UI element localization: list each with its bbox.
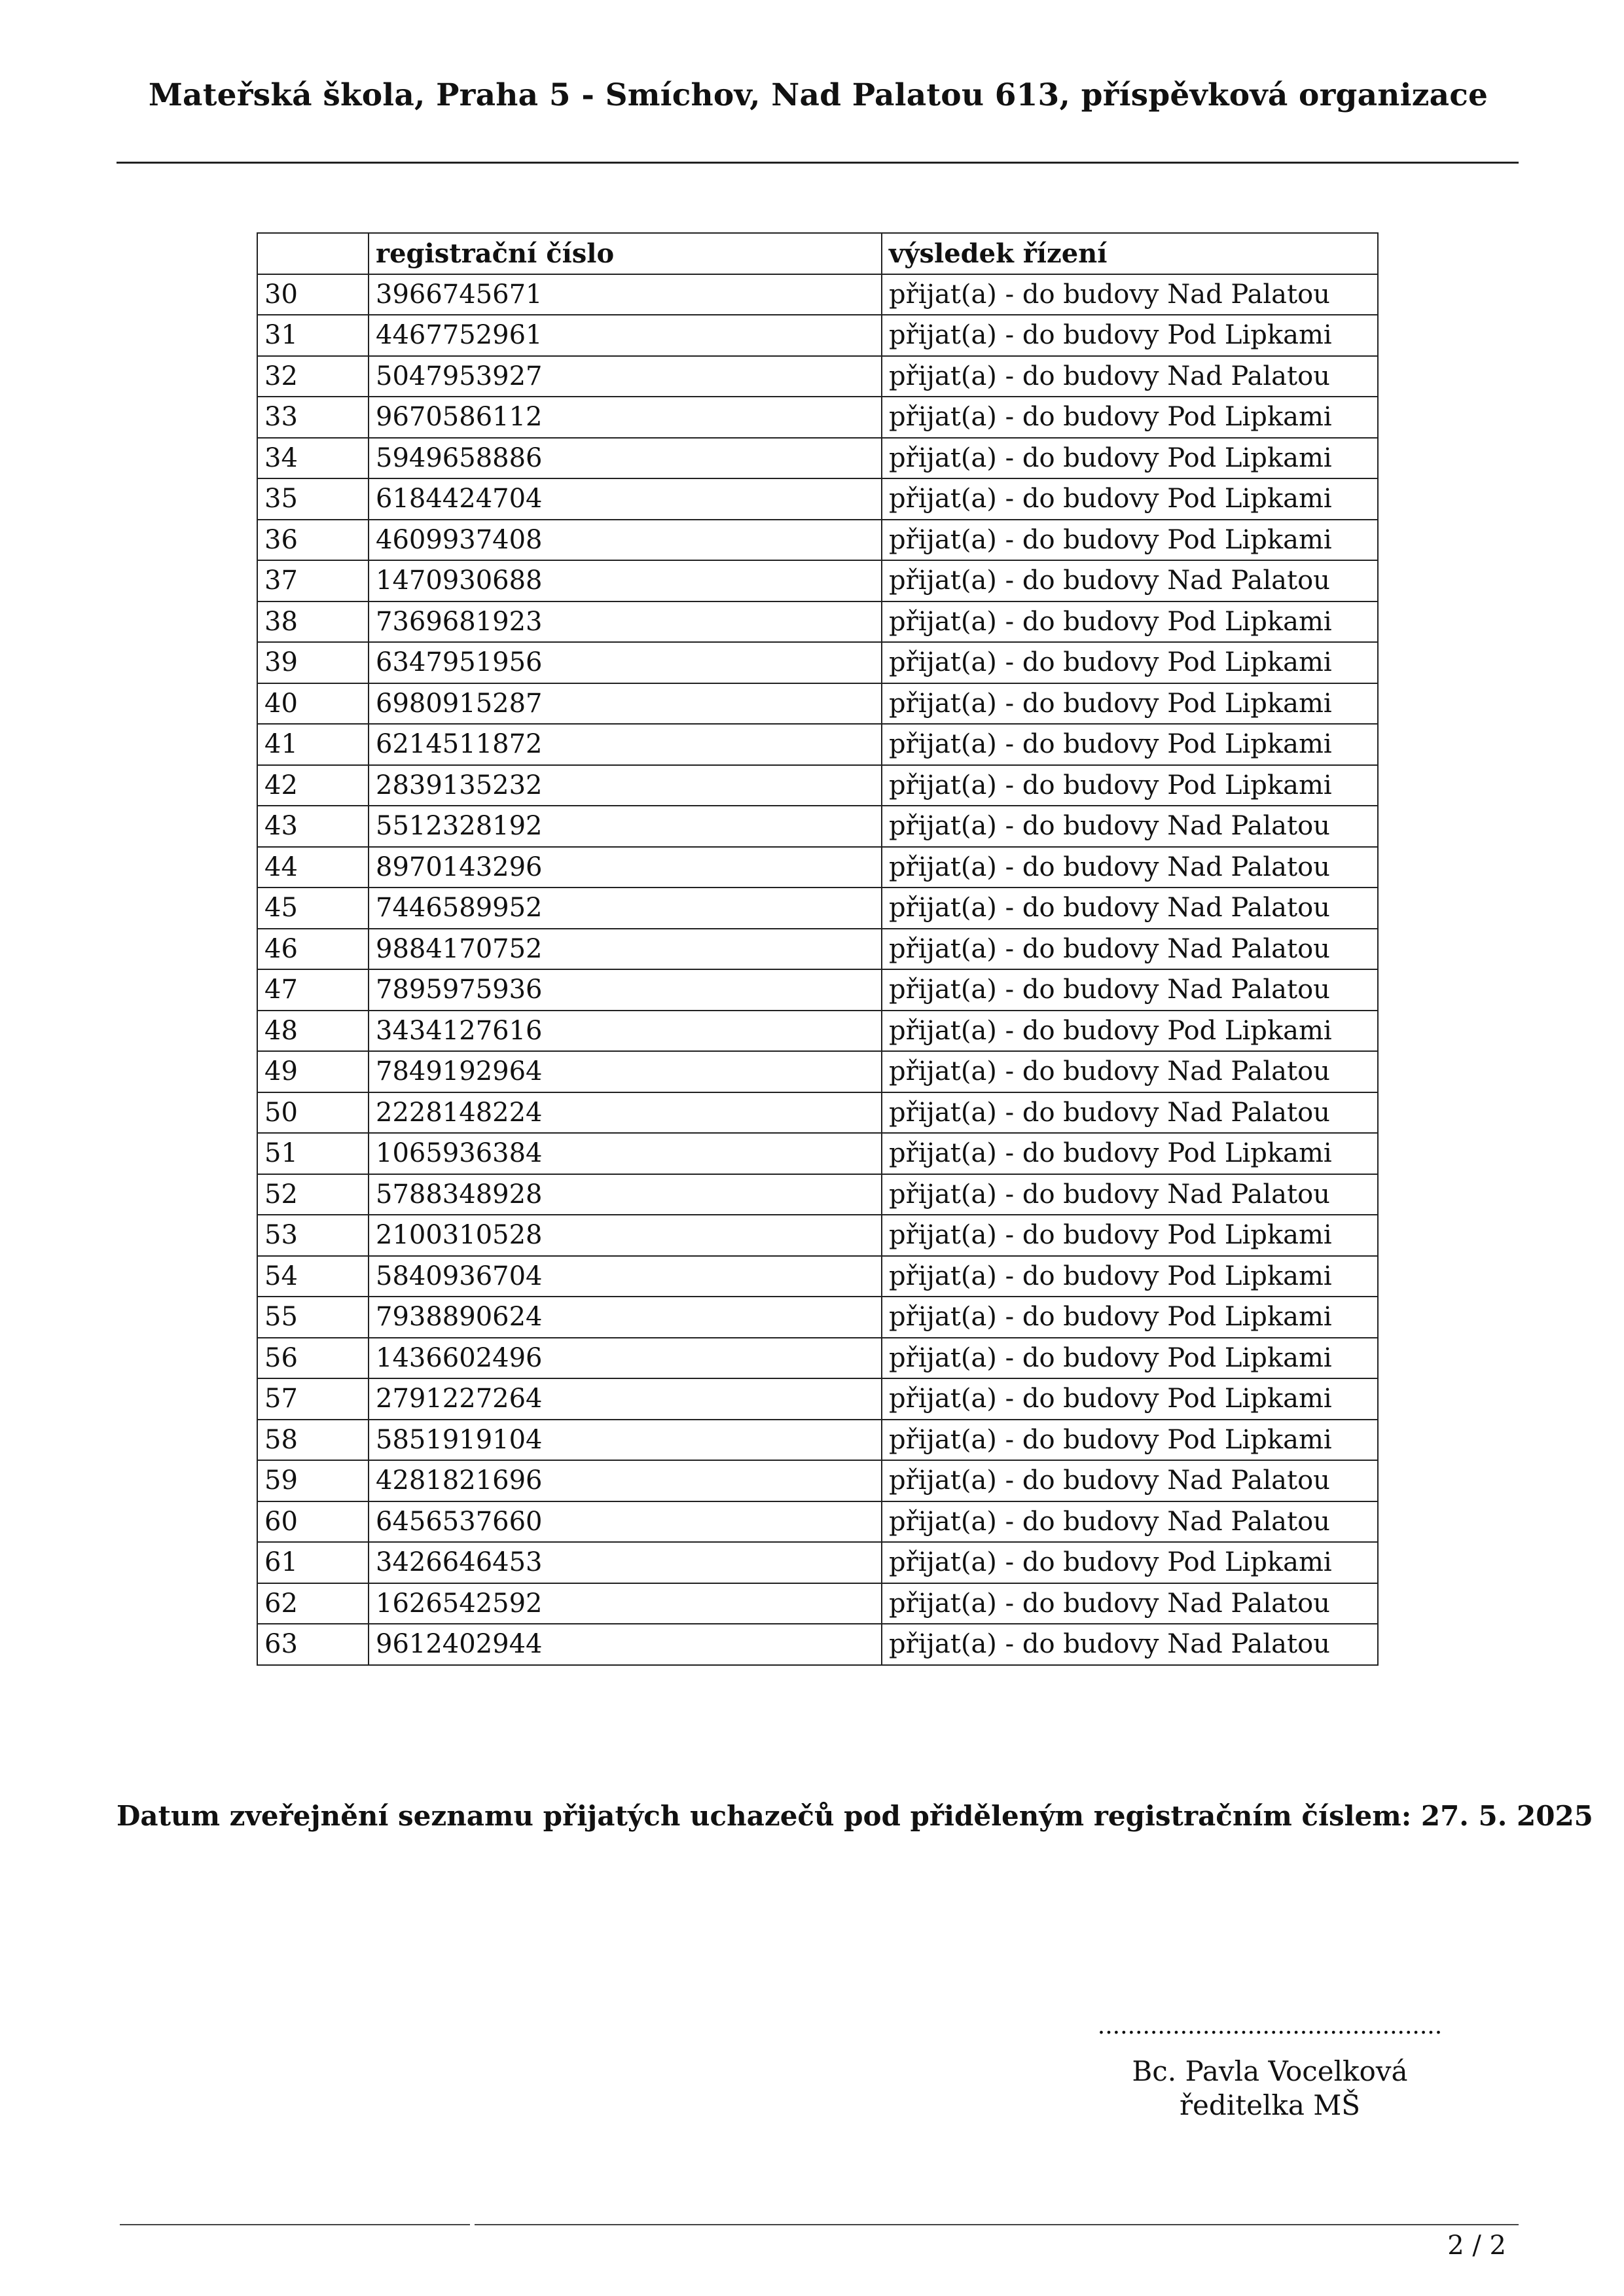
result-cell: přijat(a) - do budovy Pod Lipkami [882,683,1378,725]
row-order-cell: 30 [257,274,369,315]
table-row [257,1256,1378,1297]
result-cell: přijat(a) - do budovy Pod Lipkami [882,1133,1378,1174]
signatory-role: ředitelka MŠ [1179,2089,1361,2121]
row-order-cell: 41 [257,724,369,765]
result-cell: přijat(a) - do budovy Nad Palatou [882,888,1378,929]
result-cell: přijat(a) - do budovy Pod Lipkami [882,642,1378,683]
registration-number-cell: 9884170752 [369,929,882,970]
row-order-cell: 39 [257,642,369,683]
result-cell: přijat(a) - do budovy Pod Lipkami [882,438,1378,479]
table-row [257,683,1378,725]
row-order-cell: 40 [257,683,369,725]
result-cell: přijat(a) - do budovy Pod Lipkami [882,1011,1378,1052]
registration-number-cell: 2791227264 [369,1378,882,1420]
registration-number-cell: 2839135232 [369,765,882,806]
result-cell: přijat(a) - do budovy Pod Lipkami [882,1256,1378,1297]
table-row [257,1174,1378,1215]
column-header-registration-number: registrační číslo [369,233,882,274]
row-order-cell: 34 [257,438,369,479]
table-body [257,274,1378,1665]
row-order-cell: 44 [257,847,369,888]
header-divider [117,162,1519,164]
result-cell: přijat(a) - do budovy Nad Palatou [882,1174,1378,1215]
registration-number-cell: 5840936704 [369,1256,882,1297]
result-cell: přijat(a) - do budovy Nad Palatou [882,274,1378,315]
result-cell: přijat(a) - do budovy Pod Lipkami [882,1297,1378,1338]
result-cell: přijat(a) - do budovy Nad Palatou [882,1501,1378,1543]
row-order-cell: 51 [257,1133,369,1174]
table-row [257,274,1378,315]
row-order-cell: 35 [257,478,369,520]
registration-number-cell: 7369681923 [369,601,882,643]
table-row [257,560,1378,601]
registration-number-cell: 3426646453 [369,1542,882,1583]
publication-date-line: Datum zveřejnění seznamu přijatých uchazečů pod přiděleným registračním číslem: 27. 5. 2025 [117,1800,1593,1832]
row-order-cell: 31 [257,315,369,356]
table-row [257,1583,1378,1624]
registration-number-cell: 6184424704 [369,478,882,520]
result-cell: přijat(a) - do budovy Nad Palatou [882,1624,1378,1665]
registration-number-cell: 2228148224 [369,1092,882,1134]
result-cell: přijat(a) - do budovy Nad Palatou [882,1460,1378,1501]
table-row [257,765,1378,806]
row-order-cell: 37 [257,560,369,601]
registration-number-cell: 6347951956 [369,642,882,683]
table-row [257,888,1378,929]
result-cell: přijat(a) - do budovy Nad Palatou [882,1092,1378,1134]
result-cell: přijat(a) - do budovy Pod Lipkami [882,1420,1378,1461]
result-cell: přijat(a) - do budovy Pod Lipkami [882,1378,1378,1420]
registration-number-cell: 7895975936 [369,969,882,1011]
column-header-result: výsledek řízení [882,233,1378,274]
table-row [257,438,1378,479]
registration-number-cell: 5851919104 [369,1420,882,1461]
row-order-cell: 54 [257,1256,369,1297]
table-row [257,315,1378,356]
result-cell: přijat(a) - do budovy Nad Palatou [882,1583,1378,1624]
registration-number-cell: 1470930688 [369,560,882,601]
row-order-cell: 53 [257,1215,369,1256]
table-row [257,1542,1378,1583]
registration-number-cell: 7446589952 [369,888,882,929]
footer-divider-left [120,2224,470,2225]
registration-number-cell: 1626542592 [369,1583,882,1624]
result-cell: přijat(a) - do budovy Nad Palatou [882,929,1378,970]
table-row [257,929,1378,970]
row-order-cell: 50 [257,1092,369,1134]
registration-number-cell: 6456537660 [369,1501,882,1543]
table-row [257,1460,1378,1501]
result-cell: přijat(a) - do budovy Nad Palatou [882,847,1378,888]
table-row [257,969,1378,1011]
result-cell: přijat(a) - do budovy Pod Lipkami [882,765,1378,806]
result-cell: přijat(a) - do budovy Pod Lipkami [882,315,1378,356]
row-order-cell: 56 [257,1338,369,1379]
result-cell: přijat(a) - do budovy Pod Lipkami [882,1542,1378,1583]
registration-number-cell: 6214511872 [369,724,882,765]
signatory-name: Bc. Pavla Vocelková [1132,2055,1408,2087]
page-number: 2 / 2 [1447,2231,1506,2261]
row-order-cell: 63 [257,1624,369,1665]
result-cell: přijat(a) - do budovy Pod Lipkami [882,1338,1378,1379]
row-order-cell: 46 [257,929,369,970]
row-order-cell: 55 [257,1297,369,1338]
row-order-cell: 49 [257,1051,369,1092]
result-cell: přijat(a) - do budovy Nad Palatou [882,806,1378,847]
signature-line: .............................................. [1097,2013,1443,2039]
table-row [257,724,1378,765]
table-row [257,1378,1378,1420]
result-cell: přijat(a) - do budovy Pod Lipkami [882,397,1378,438]
table-row [257,1133,1378,1174]
registration-number-cell: 7938890624 [369,1297,882,1338]
table-header-row [257,233,1378,274]
registration-number-cell: 7849192964 [369,1051,882,1092]
table-row [257,356,1378,397]
row-order-cell: 47 [257,969,369,1011]
registration-number-cell: 4467752961 [369,315,882,356]
row-order-cell: 42 [257,765,369,806]
registration-number-cell: 2100310528 [369,1215,882,1256]
table-row [257,1624,1378,1665]
column-header-order [257,233,369,274]
registration-number-cell: 3966745671 [369,274,882,315]
row-order-cell: 48 [257,1011,369,1052]
table-row [257,1215,1378,1256]
result-cell: přijat(a) - do budovy Pod Lipkami [882,478,1378,520]
row-order-cell: 58 [257,1420,369,1461]
result-cell: přijat(a) - do budovy Pod Lipkami [882,520,1378,561]
table-row [257,1420,1378,1461]
table-row [257,1011,1378,1052]
result-cell: přijat(a) - do budovy Nad Palatou [882,969,1378,1011]
row-order-cell: 38 [257,601,369,643]
registration-number-cell: 4281821696 [369,1460,882,1501]
result-cell: přijat(a) - do budovy Nad Palatou [882,356,1378,397]
registration-number-cell: 5047953927 [369,356,882,397]
table-row [257,1092,1378,1134]
registration-number-cell: 8970143296 [369,847,882,888]
table-row [257,1051,1378,1092]
table-row [257,1338,1378,1379]
registration-number-cell: 4609937408 [369,520,882,561]
results-table [257,232,1379,1666]
registration-number-cell: 5788348928 [369,1174,882,1215]
table-row [257,520,1378,561]
row-order-cell: 52 [257,1174,369,1215]
table-row [257,847,1378,888]
registration-number-cell: 1436602496 [369,1338,882,1379]
registration-number-cell: 9670586112 [369,397,882,438]
row-order-cell: 32 [257,356,369,397]
row-order-cell: 60 [257,1501,369,1543]
row-order-cell: 57 [257,1378,369,1420]
table-row [257,397,1378,438]
table-row [257,806,1378,847]
row-order-cell: 33 [257,397,369,438]
row-order-cell: 43 [257,806,369,847]
row-order-cell: 62 [257,1583,369,1624]
result-cell: přijat(a) - do budovy Pod Lipkami [882,601,1378,643]
result-cell: přijat(a) - do budovy Nad Palatou [882,560,1378,601]
registration-number-cell: 5949658886 [369,438,882,479]
result-cell: přijat(a) - do budovy Pod Lipkami [882,724,1378,765]
registration-number-cell: 5512328192 [369,806,882,847]
footer-divider-right [475,2224,1519,2225]
row-order-cell: 36 [257,520,369,561]
registration-number-cell: 3434127616 [369,1011,882,1052]
result-cell: přijat(a) - do budovy Pod Lipkami [882,1215,1378,1256]
registration-number-cell: 1065936384 [369,1133,882,1174]
table-row [257,1297,1378,1338]
row-order-cell: 45 [257,888,369,929]
table-row [257,642,1378,683]
document-header-title: Mateřská škola, Praha 5 - Smíchov, Nad Palatou 613, příspěvková organizace [148,77,1489,113]
table-row [257,601,1378,643]
result-cell: přijat(a) - do budovy Nad Palatou [882,1051,1378,1092]
registration-number-cell: 9612402944 [369,1624,882,1665]
registration-number-cell: 6980915287 [369,683,882,725]
table-row [257,1501,1378,1543]
row-order-cell: 59 [257,1460,369,1501]
table-row [257,478,1378,520]
row-order-cell: 61 [257,1542,369,1583]
